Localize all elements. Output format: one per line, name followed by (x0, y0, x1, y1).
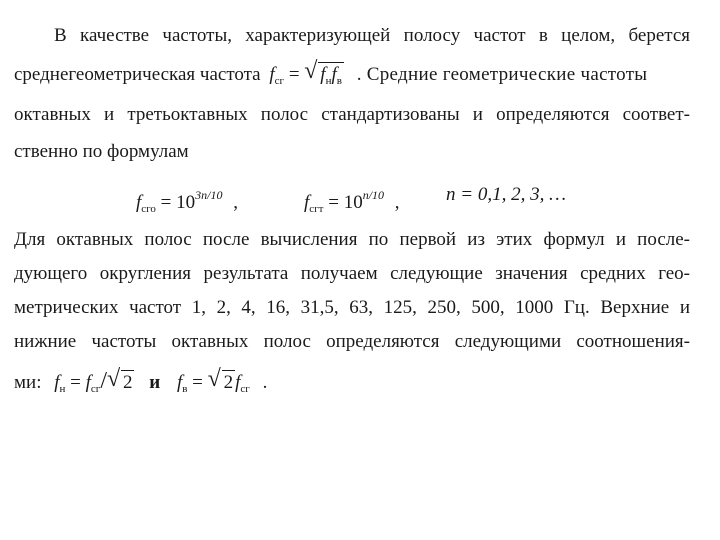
paragraph2-line5: ми: $f_н = f_{сг}/$ √ 2 и $f_в$ = √ 2 $f_{сг}$ . (14, 366, 268, 395)
and-word: и (149, 372, 161, 393)
paragraph1-line2-before: среднегеометрическая частота (14, 64, 261, 85)
formula-fv: $f_в$ = √ 2 $f_{сг}$ (176, 366, 250, 395)
formula-fcgo: $f_{сго} = 10^{3n/10}$ , (136, 188, 238, 215)
paragraph2-line4: нижние частоты октавных полос определяются следующими соотношения- (14, 331, 690, 352)
formula-fn: $f_н = f_{сг}/$ √ 2 (54, 366, 133, 395)
paragraph1-line3: октавных и третьоктавных полос стандартизованы и определяются соответ- (14, 104, 690, 125)
sqrt-symbol: √ $f_нf_в$ (304, 62, 344, 93)
paragraph1-line1: В качестве частоты, характеризующей полосу частот в целом, берется (54, 25, 690, 46)
paragraph1-line4: ственно по формулам (14, 141, 189, 162)
paragraph1-line2 (14, 58, 690, 93)
paragraph1-line2-after: . Средние геометрические частоты (356, 64, 648, 85)
paragraph2-line3: метрических частот 1, 2, 4, 16, 31,5, 63, 125, 250, 500, 1000 Гц. Верхние и (14, 297, 690, 318)
formula-fcg: $f_{сг}$ = √ $f_нf_в$ (269, 64, 348, 85)
formula-n-values: n = 0,1, 2, 3, … (446, 184, 566, 205)
formula-fcgt: $f_{сгт} = 10^{n/10}$ , (304, 188, 400, 215)
paragraph2-line2: дующего округления результата получаем следующие значения средних гео- (14, 263, 690, 284)
paragraph2-line1: Для октавных полос после вычисления по первой из этих формул и после- (14, 229, 690, 250)
